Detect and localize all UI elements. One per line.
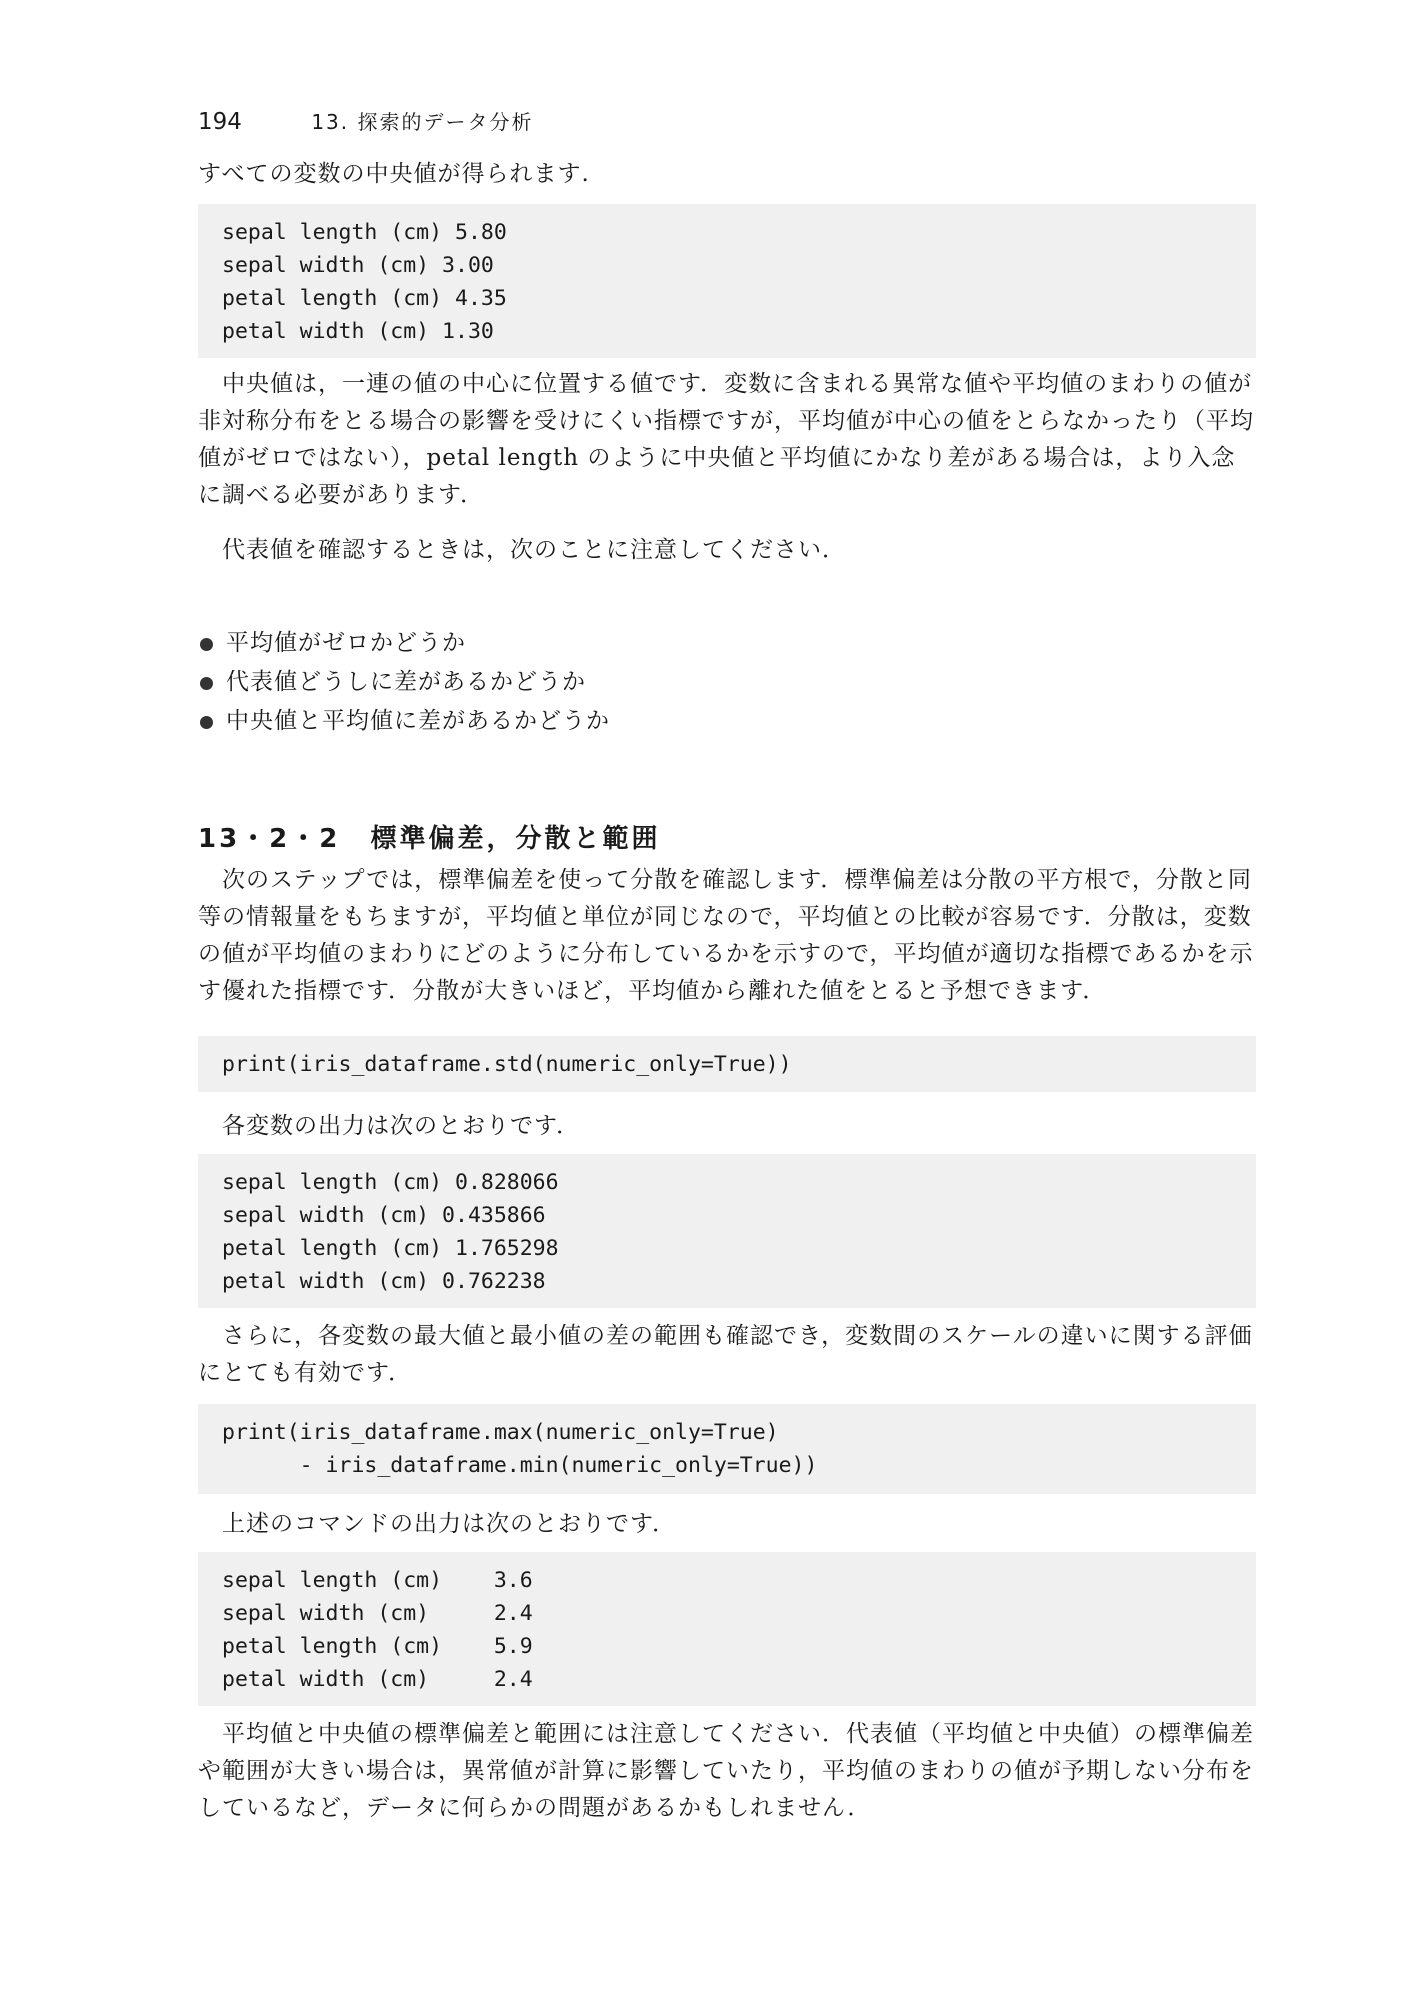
code-line: sepal length (cm) 3.6 [222, 1568, 533, 1593]
code-line: - iris_dataframe.min(numeric_only=True)) [222, 1453, 818, 1478]
range-output-block [198, 1552, 1256, 1706]
list-item: 中央値と平均値に差があるかどうか [198, 702, 610, 741]
final-paragraph: 平均値と中央値の標準偏差と範囲には注意してください．代表値（平均値と中央値）の標準偏差や範囲が大きい場合は，異常値が計算に影響していたり，平均値のまわりの値が予期しない分布をしているなど，データに何らかの問題があるかもしれません． [198, 1721, 1254, 1821]
page-number: 194 [198, 109, 242, 135]
code-line: print(iris_dataframe.std(numeric_only=True)) [222, 1052, 792, 1077]
range-code-block [198, 1404, 1256, 1494]
median-output-block [198, 204, 1256, 358]
code-line: petal length (cm) 1.765298 [222, 1236, 559, 1261]
code-line: sepal width (cm) 3.00 [222, 253, 494, 278]
std-code-block [198, 1036, 1256, 1092]
code-line: petal width (cm) 2.4 [222, 1667, 533, 1692]
code-line: print(iris_dataframe.max(numeric_only=True) [222, 1420, 779, 1445]
median-paragraph: 中央値は，一連の値の中心に位置する値です．変数に含まれる異常な値や平均値のまわりの値が非対称分布をとる場合の影響を受けにくい指標ですが，平均値が中心の値をとらなかったり（平均値がゼロではない），petal length のように中央値と平均値にかなり差がある場合は，より入念に調べる必要があります． [198, 371, 1254, 508]
range-paragraph: さらに，各変数の最大値と最小値の差の範囲も確認でき，変数間のスケールの違いに関する評価にとても有効です． [198, 1323, 1253, 1386]
code-line: sepal width (cm) 0.435866 [222, 1203, 546, 1228]
bullet-icon [200, 716, 213, 729]
code-line: petal length (cm) 5.9 [222, 1634, 533, 1659]
list-item: 平均値がゼロかどうか [198, 624, 610, 663]
list-item: 代表値どうしに差があるかどうか [198, 663, 610, 702]
bullet-icon [200, 677, 213, 690]
std-output-block [198, 1154, 1256, 1308]
notice-paragraph: 代表値を確認するときは，次のことに注意してください． [198, 537, 846, 563]
running-header [198, 106, 533, 135]
code-line: petal length (cm) 4.35 [222, 286, 507, 311]
section-title: 標準偏差，分散と範囲 [370, 824, 661, 854]
std-output-caption: 各変数の出力は次のとおりです． [198, 1113, 581, 1139]
bullet-icon [200, 638, 213, 651]
range-output-caption: 上述のコマンドの出力は次のとおりです． [198, 1511, 677, 1537]
checklist [198, 624, 610, 741]
chapter-title: 13. 探索的データ分析 [311, 110, 534, 134]
section-heading [198, 818, 660, 855]
code-line: petal width (cm) 1.30 [222, 319, 494, 344]
code-line: petal width (cm) 0.762238 [222, 1269, 546, 1294]
code-line: sepal length (cm) 5.80 [222, 220, 507, 245]
section-number: 13・2・2 [198, 824, 341, 854]
code-line: sepal width (cm) 2.4 [222, 1601, 533, 1626]
std-paragraph: 次のステップでは，標準偏差を使って分散を確認します．標準偏差は分散の平方根で，分散と同等の情報量をもちますが，平均値と単位が同じなので，平均値との比較が容易です．分散は，変数の値が平均値のまわりにどのように分布しているかを示すので，平均値が適切な指標であるかを示す優れた指標です．分散が大きいほど，平均値から離れた値をとると予想できます． [198, 867, 1254, 1004]
code-line: sepal length (cm) 0.828066 [222, 1170, 559, 1195]
intro-text: すべての変数の中央値が得られます. [198, 161, 590, 187]
